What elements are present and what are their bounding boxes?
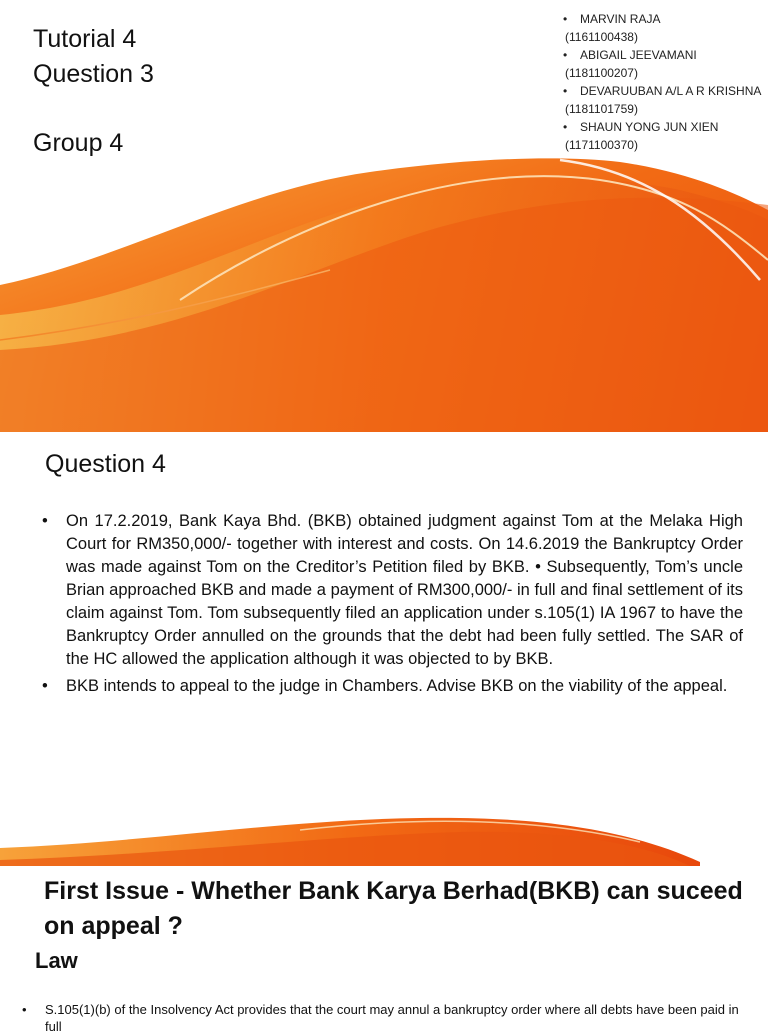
title-slide (0, 0, 768, 432)
law-heading: Law (35, 948, 78, 973)
member-name: • MARVIN RAJA (563, 10, 768, 28)
group-label: Group 4 (33, 129, 124, 157)
title-line-question: Question 3 (33, 60, 154, 88)
member-item (563, 82, 768, 118)
bullet-icon: • (22, 1002, 27, 1017)
slide-title (33, 22, 154, 92)
slide-title: First Issue - Whether Bank Karya Berhad(BKB) can suceed on appeal ? (44, 877, 743, 940)
question-slide (0, 432, 768, 866)
question-bullets (42, 510, 743, 702)
orange-wave-graphic (0, 150, 768, 432)
member-list (563, 10, 768, 154)
member-id: (1181101759) (565, 102, 638, 116)
member-item (563, 118, 768, 154)
member-id: (1171100370) (565, 138, 638, 152)
list-item: • BKB intends to appeal to the judge in Chambers. Advise BKB on the viability of the appeal. (42, 675, 743, 698)
member-name: • ABIGAIL JEEVAMANI (563, 46, 768, 64)
slide-title: Question 4 (45, 450, 166, 478)
list-item: • On 17.2.2019, Bank Kaya Bhd. (BKB) obtained judgment against Tom at the Melaka High Court for RM350,000/- together with interest and costs. On 14.6.2019 the Bankruptcy Order was made against Tom on the Creditor’s Petition filed by BKB. • Subsequently, Tom’s uncle Brian approached BKB and made a payment of RM300,000/- in full and final settlement of its claim against Tom. Tom subsequently filed an application under s.105(1) IA 1967 to have the Bankruptcy Order annulled on the grounds that the debt had been fully settled. The SAR of the HC allowed the application although it was objected to by BKB. (42, 510, 743, 671)
issue-slide (0, 866, 768, 1034)
list-item (22, 1001, 752, 1035)
member-name: • DEVARUUBAN A/L A R KRISHNA (563, 82, 768, 100)
member-id: (1161100438) (565, 30, 638, 44)
member-id: (1181100207) (565, 66, 638, 80)
orange-wave-graphic (0, 802, 768, 866)
member-item (563, 46, 768, 82)
title-line-tutorial: Tutorial 4 (33, 25, 137, 53)
law-text: S.105(1)(b) of the Insolvency Act provides that the court may annul a bankruptcy order where all debts have been paid in full (45, 1002, 739, 1034)
member-name: • SHAUN YONG JUN XIEN (563, 118, 768, 136)
member-item (563, 10, 768, 46)
